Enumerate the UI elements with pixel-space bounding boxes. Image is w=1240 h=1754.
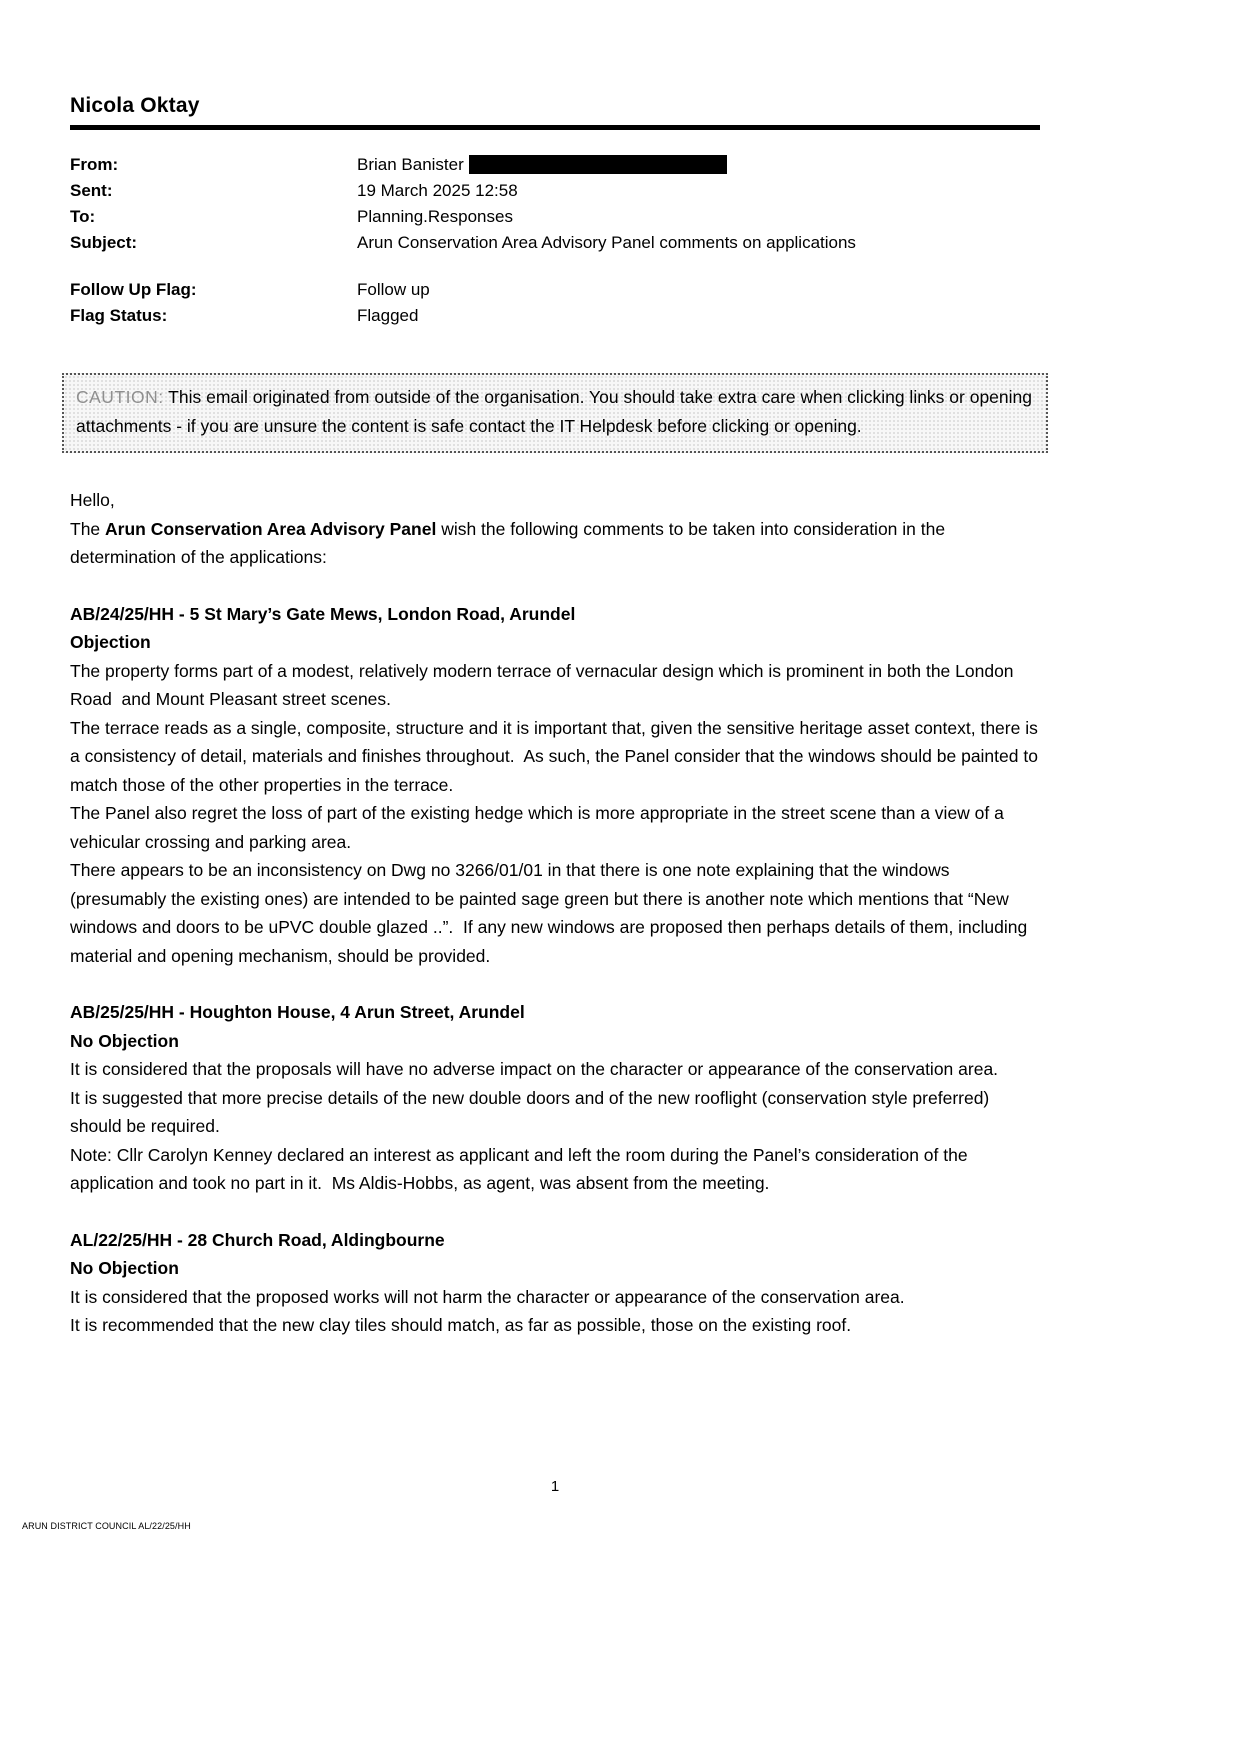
intro-suffix: wish the following comments to be taken into consideration in the determination of the applications: bbox=[70, 518, 950, 567]
followup-flag-label: Follow Up Flag: bbox=[70, 280, 197, 299]
to-label: To: bbox=[70, 207, 96, 226]
paragraph: It is considered that the proposed works will not harm the character or appearance of the conservation area. bbox=[70, 1286, 905, 1307]
panel-name: Arun Conservation Area Advisory Panel bbox=[105, 518, 437, 539]
flag-status-label: Flag Status: bbox=[70, 306, 168, 325]
flag-block bbox=[70, 277, 1040, 329]
from-value bbox=[357, 152, 1040, 178]
intro-prefix: The bbox=[70, 518, 106, 539]
sender-name: Brian Banister bbox=[357, 155, 464, 174]
paragraph: The property forms part of a modest, relatively modern terrace of vernacular design which is prominent in both the London Road and Mount Pleasant street scenes. bbox=[70, 660, 1019, 709]
caution-text: This email originated from outside of the organisation. You should take extra care when clicking links or opening attachments - if you are unsure the content is safe contact the IT Helpdesk before clicking or opening. bbox=[76, 387, 1037, 436]
meta-row-to bbox=[70, 204, 1040, 230]
meta-row-sent bbox=[70, 178, 1040, 204]
application-heading: AB/24/25/HH - 5 St Mary’s Gate Mews, London Road, Arundel bbox=[70, 603, 576, 624]
email-body bbox=[70, 486, 1043, 1340]
email-meta-block bbox=[70, 152, 1040, 329]
application-heading: AL/22/25/HH - 28 Church Road, Aldingbourne bbox=[70, 1229, 445, 1250]
recipient-name: Nicola Oktay bbox=[70, 94, 200, 117]
meta-row-from bbox=[70, 152, 1040, 178]
page-number: 1 bbox=[550, 1478, 560, 1495]
header-divider bbox=[70, 125, 1040, 130]
application-section-2 bbox=[70, 998, 1040, 1198]
email-content bbox=[70, 94, 1043, 1340]
sent-label: Sent: bbox=[70, 181, 113, 200]
paragraph: It is considered that the proposals will have no adverse impact on the character or appearance of the conservation area. bbox=[70, 1059, 999, 1079]
application-section-3 bbox=[70, 1226, 1040, 1340]
paragraph: The terrace reads as a single, composite, structure and it is important that, given the sensitive heritage asset context, there is a consistency of detail, materials and finishes throughout. As such, the Panel consider that the windows should be painted to match those of the other properties in the terrace. bbox=[70, 717, 1043, 795]
meta-row-flag-status bbox=[70, 303, 1040, 329]
flag-status-value: Flagged bbox=[357, 306, 419, 325]
subject-label: Subject: bbox=[70, 233, 138, 252]
caution-label: CAUTION: bbox=[76, 387, 164, 407]
application-verdict: Objection bbox=[70, 632, 151, 652]
subject-value: Arun Conservation Area Advisory Panel comments on applications bbox=[357, 233, 856, 252]
application-verdict: No Objection bbox=[70, 1030, 179, 1051]
paragraph: There appears to be an inconsistency on Dwg no 3266/01/01 in that there is one note explaining that the windows (presumably the existing ones) are intended to be painted sage green but there is another note which mentions that “New windows and doors to be uPVC double glazed ..”. If any new windows are proposed then perhaps details of them, including material and opening mechanism, should be provided. bbox=[70, 860, 1033, 966]
to-value: Planning.Responses bbox=[357, 207, 513, 226]
redaction-box bbox=[469, 155, 727, 174]
meta-row-subject bbox=[70, 230, 1040, 256]
application-section-1 bbox=[70, 600, 1043, 971]
greeting: Hello, bbox=[70, 490, 115, 510]
meta-row-followup-flag bbox=[70, 277, 1040, 303]
application-verdict: No Objection bbox=[70, 1258, 179, 1278]
from-label: From: bbox=[70, 155, 119, 174]
sent-value: 19 March 2025 12:58 bbox=[357, 181, 518, 200]
caution-banner bbox=[62, 373, 1048, 453]
footer-reference: ARUN DISTRICT COUNCIL AL/22/25/HH bbox=[22, 1521, 191, 1531]
paragraph: Note: Cllr Carolyn Kenney declared an interest as applicant and left the room during the Panel’s consideration of the application and took no part in it. Ms Aldis-Hobbs, as agent, was absent from the meeting. bbox=[70, 1144, 973, 1193]
paragraph: It is recommended that the new clay tiles should match, as far as possible, those on the existing roof. bbox=[70, 1315, 852, 1335]
paragraph: It is suggested that more precise details of the new double doors and of the new rooflight (conservation style preferred) should be required. bbox=[70, 1087, 995, 1136]
intro-line bbox=[70, 515, 1040, 572]
paragraph: The Panel also regret the loss of part of the existing hedge which is more appropriate in the street scene than a view of a vehicular crossing and parking area. bbox=[70, 803, 1009, 852]
followup-flag-value: Follow up bbox=[357, 280, 430, 299]
application-heading: AB/25/25/HH - Houghton House, 4 Arun Street, Arundel bbox=[70, 1002, 525, 1022]
